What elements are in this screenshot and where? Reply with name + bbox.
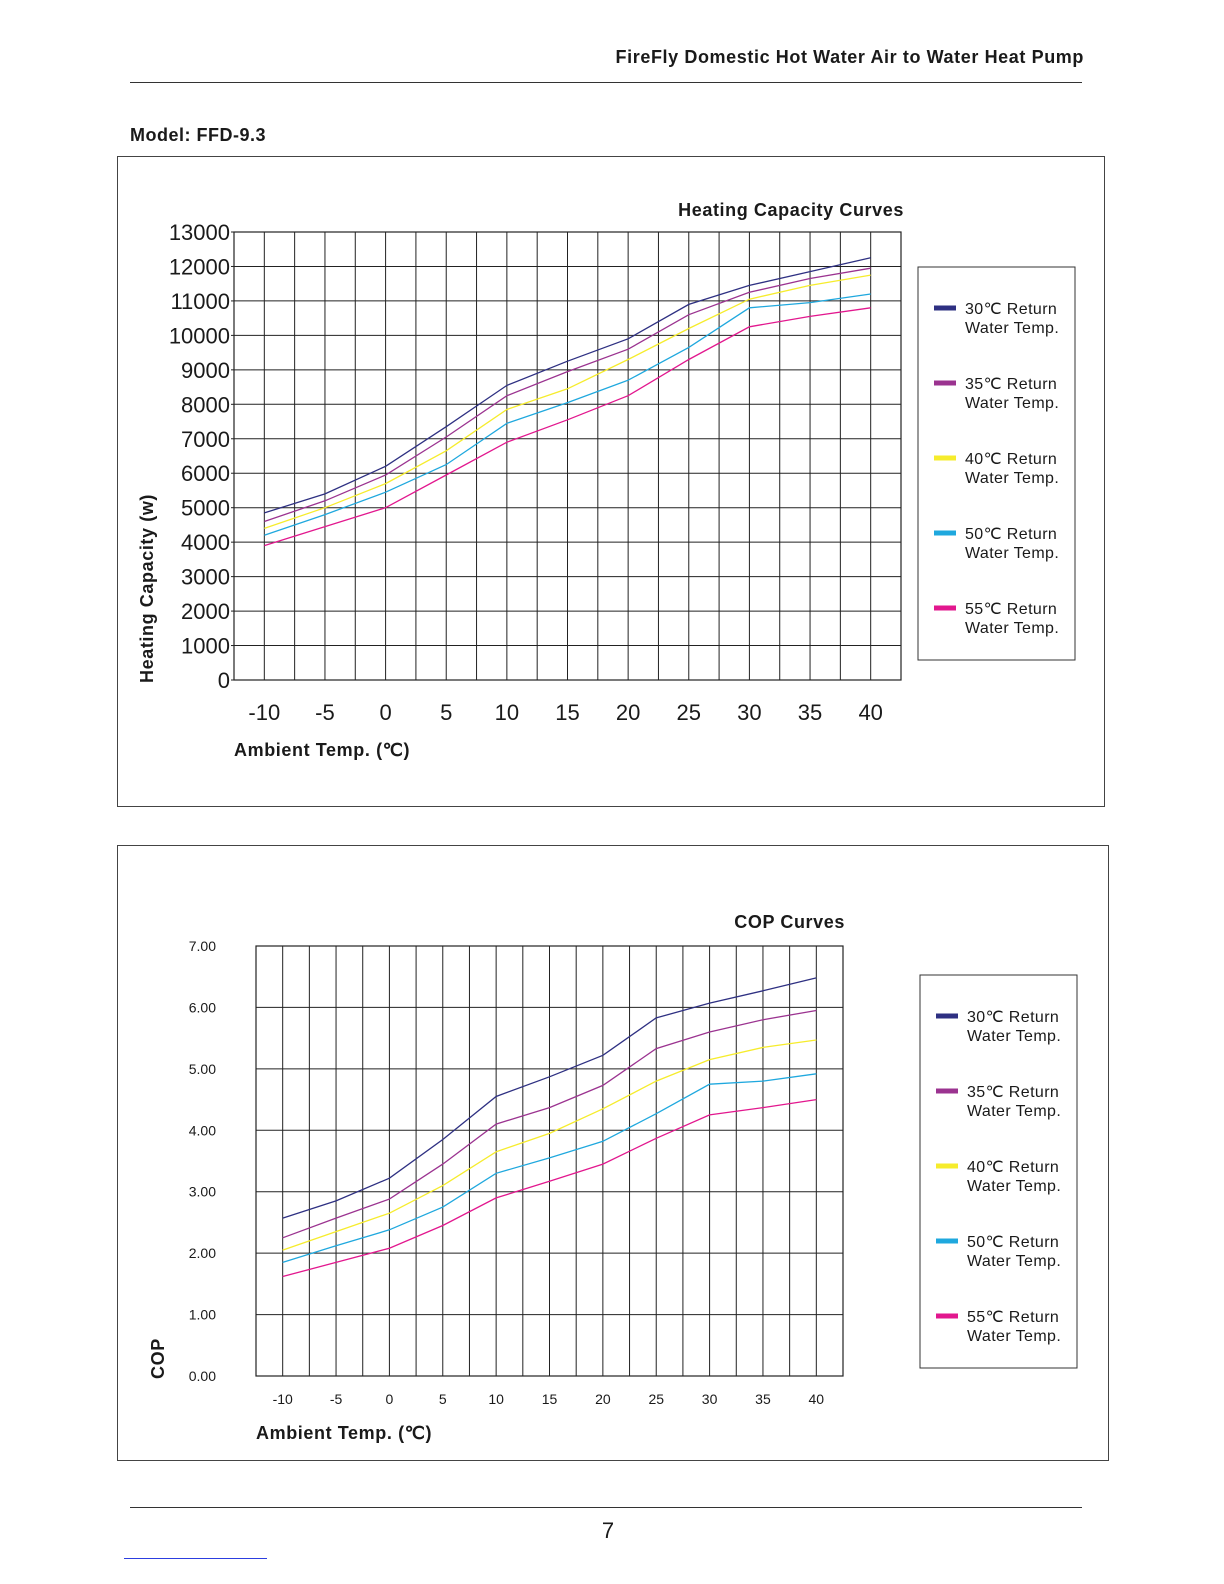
cop-panel (117, 845, 1109, 1461)
y-tick-label: 11000 (170, 288, 230, 314)
document-header-title: FireFly Domestic Hot Water Air to Water Heat Pump (615, 47, 1084, 67)
y-tick-label: 10000 (168, 323, 230, 349)
legend-label-line2: Water Temp. (967, 1178, 1062, 1195)
legend-label-line1: 35℃ Return (965, 376, 1058, 393)
y-tick-label: 5.00 (188, 1060, 216, 1077)
legend-label-line1: 50℃ Return (965, 526, 1058, 543)
y-tick-label: 12000 (168, 254, 230, 280)
x-tick-label: 10 (488, 1391, 504, 1407)
legend-label-line1: 50℃ Return (967, 1234, 1060, 1251)
x-tick-label: -10 (248, 700, 281, 725)
legend-label-line2: Water Temp. (965, 545, 1060, 562)
y-tick-label: 1000 (181, 633, 230, 659)
y-tick-label: 9000 (181, 357, 230, 383)
x-axis-label: Ambient Temp. (℃) (256, 1423, 433, 1443)
y-axis-label: Heating Capacity (w) (137, 493, 157, 683)
y-tick-label: 3.00 (188, 1183, 216, 1200)
legend-label-line1: 35℃ Return (967, 1084, 1060, 1101)
chart-title: Heating Capacity Curves (678, 200, 904, 220)
x-tick-label: 35 (797, 700, 823, 725)
x-tick-label: 5 (438, 1391, 447, 1407)
legend-swatch (934, 606, 956, 611)
footer-rule (130, 1507, 1082, 1508)
legend-label-line2: Water Temp. (967, 1028, 1062, 1045)
legend-label-line1: 55℃ Return (965, 601, 1058, 618)
legend-label-line2: Water Temp. (967, 1103, 1062, 1120)
x-axis-label: Ambient Temp. (℃) (234, 740, 411, 760)
x-tick-label: 30 (701, 1391, 718, 1407)
x-tick-label: 20 (615, 700, 641, 725)
legend-label-line1: 40℃ Return (967, 1159, 1060, 1176)
x-tick-label: -5 (315, 700, 335, 725)
footer-link-underline (124, 1558, 267, 1559)
x-tick-label: -5 (329, 1391, 343, 1407)
legend-label-line2: Water Temp. (967, 1253, 1062, 1270)
x-tick-label: 40 (808, 1391, 825, 1407)
y-tick-label: 5000 (181, 495, 230, 521)
y-tick-label: 13000 (168, 220, 230, 245)
legend-label-line2: Water Temp. (965, 470, 1060, 487)
y-tick-label: 6.00 (188, 999, 216, 1016)
legend-label-line1: 30℃ Return (967, 1009, 1060, 1026)
legend-swatch (934, 531, 956, 536)
x-tick-label: 0 (379, 700, 392, 725)
y-tick-label: 0 (217, 668, 230, 693)
y-tick-label: 2.00 (188, 1245, 216, 1262)
page-number: 7 (601, 1518, 615, 1543)
legend-label-line1: 55℃ Return (967, 1309, 1060, 1326)
legend-swatch (936, 1014, 958, 1019)
legend-label-line1: 30℃ Return (965, 301, 1058, 318)
y-tick-label: 0.00 (188, 1368, 216, 1384)
legend-swatch (934, 381, 956, 386)
x-tick-label: 30 (737, 700, 762, 725)
x-tick-label: 5 (440, 700, 453, 725)
x-tick-label: 0 (385, 1391, 394, 1407)
x-tick-label: -10 (272, 1391, 293, 1407)
legend-swatch (934, 456, 956, 461)
legend-swatch (934, 306, 956, 311)
x-tick-label: 35 (755, 1391, 771, 1407)
legend-swatch (936, 1239, 958, 1244)
y-tick-label: 8000 (181, 392, 230, 418)
header-rule (130, 82, 1082, 83)
x-tick-label: 20 (595, 1391, 611, 1407)
y-tick-label: 7000 (181, 426, 230, 452)
heating-capacity-chart (118, 157, 1104, 806)
chart-title: COP Curves (734, 912, 845, 932)
x-tick-label: 25 (676, 700, 702, 725)
y-tick-label: 4000 (181, 530, 230, 556)
y-tick-label: 4.00 (188, 1122, 216, 1139)
legend-label-line2: Water Temp. (967, 1328, 1062, 1345)
legend-swatch (936, 1314, 958, 1319)
legend-swatch (936, 1164, 958, 1169)
model-label: Model: FFD-9.3 (130, 125, 266, 145)
cop-chart (118, 846, 1108, 1460)
x-tick-label: 15 (541, 1391, 558, 1407)
heating-capacity-panel (117, 156, 1105, 807)
x-tick-label: 10 (494, 700, 520, 725)
legend-label-line2: Water Temp. (965, 620, 1060, 637)
x-tick-label: 25 (648, 1391, 665, 1407)
y-tick-label: 6000 (181, 461, 230, 487)
x-tick-label: 40 (858, 700, 883, 725)
legend-label-line2: Water Temp. (965, 395, 1060, 412)
legend-swatch (936, 1089, 958, 1094)
y-tick-label: 1.00 (188, 1306, 216, 1323)
x-tick-label: 15 (555, 700, 580, 725)
y-tick-label: 3000 (181, 564, 230, 590)
y-tick-label: 7.00 (188, 938, 216, 954)
legend-label-line1: 40℃ Return (965, 451, 1058, 468)
y-tick-label: 2000 (181, 599, 230, 625)
legend-label-line2: Water Temp. (965, 320, 1060, 337)
y-axis-label: COP (148, 1338, 168, 1379)
